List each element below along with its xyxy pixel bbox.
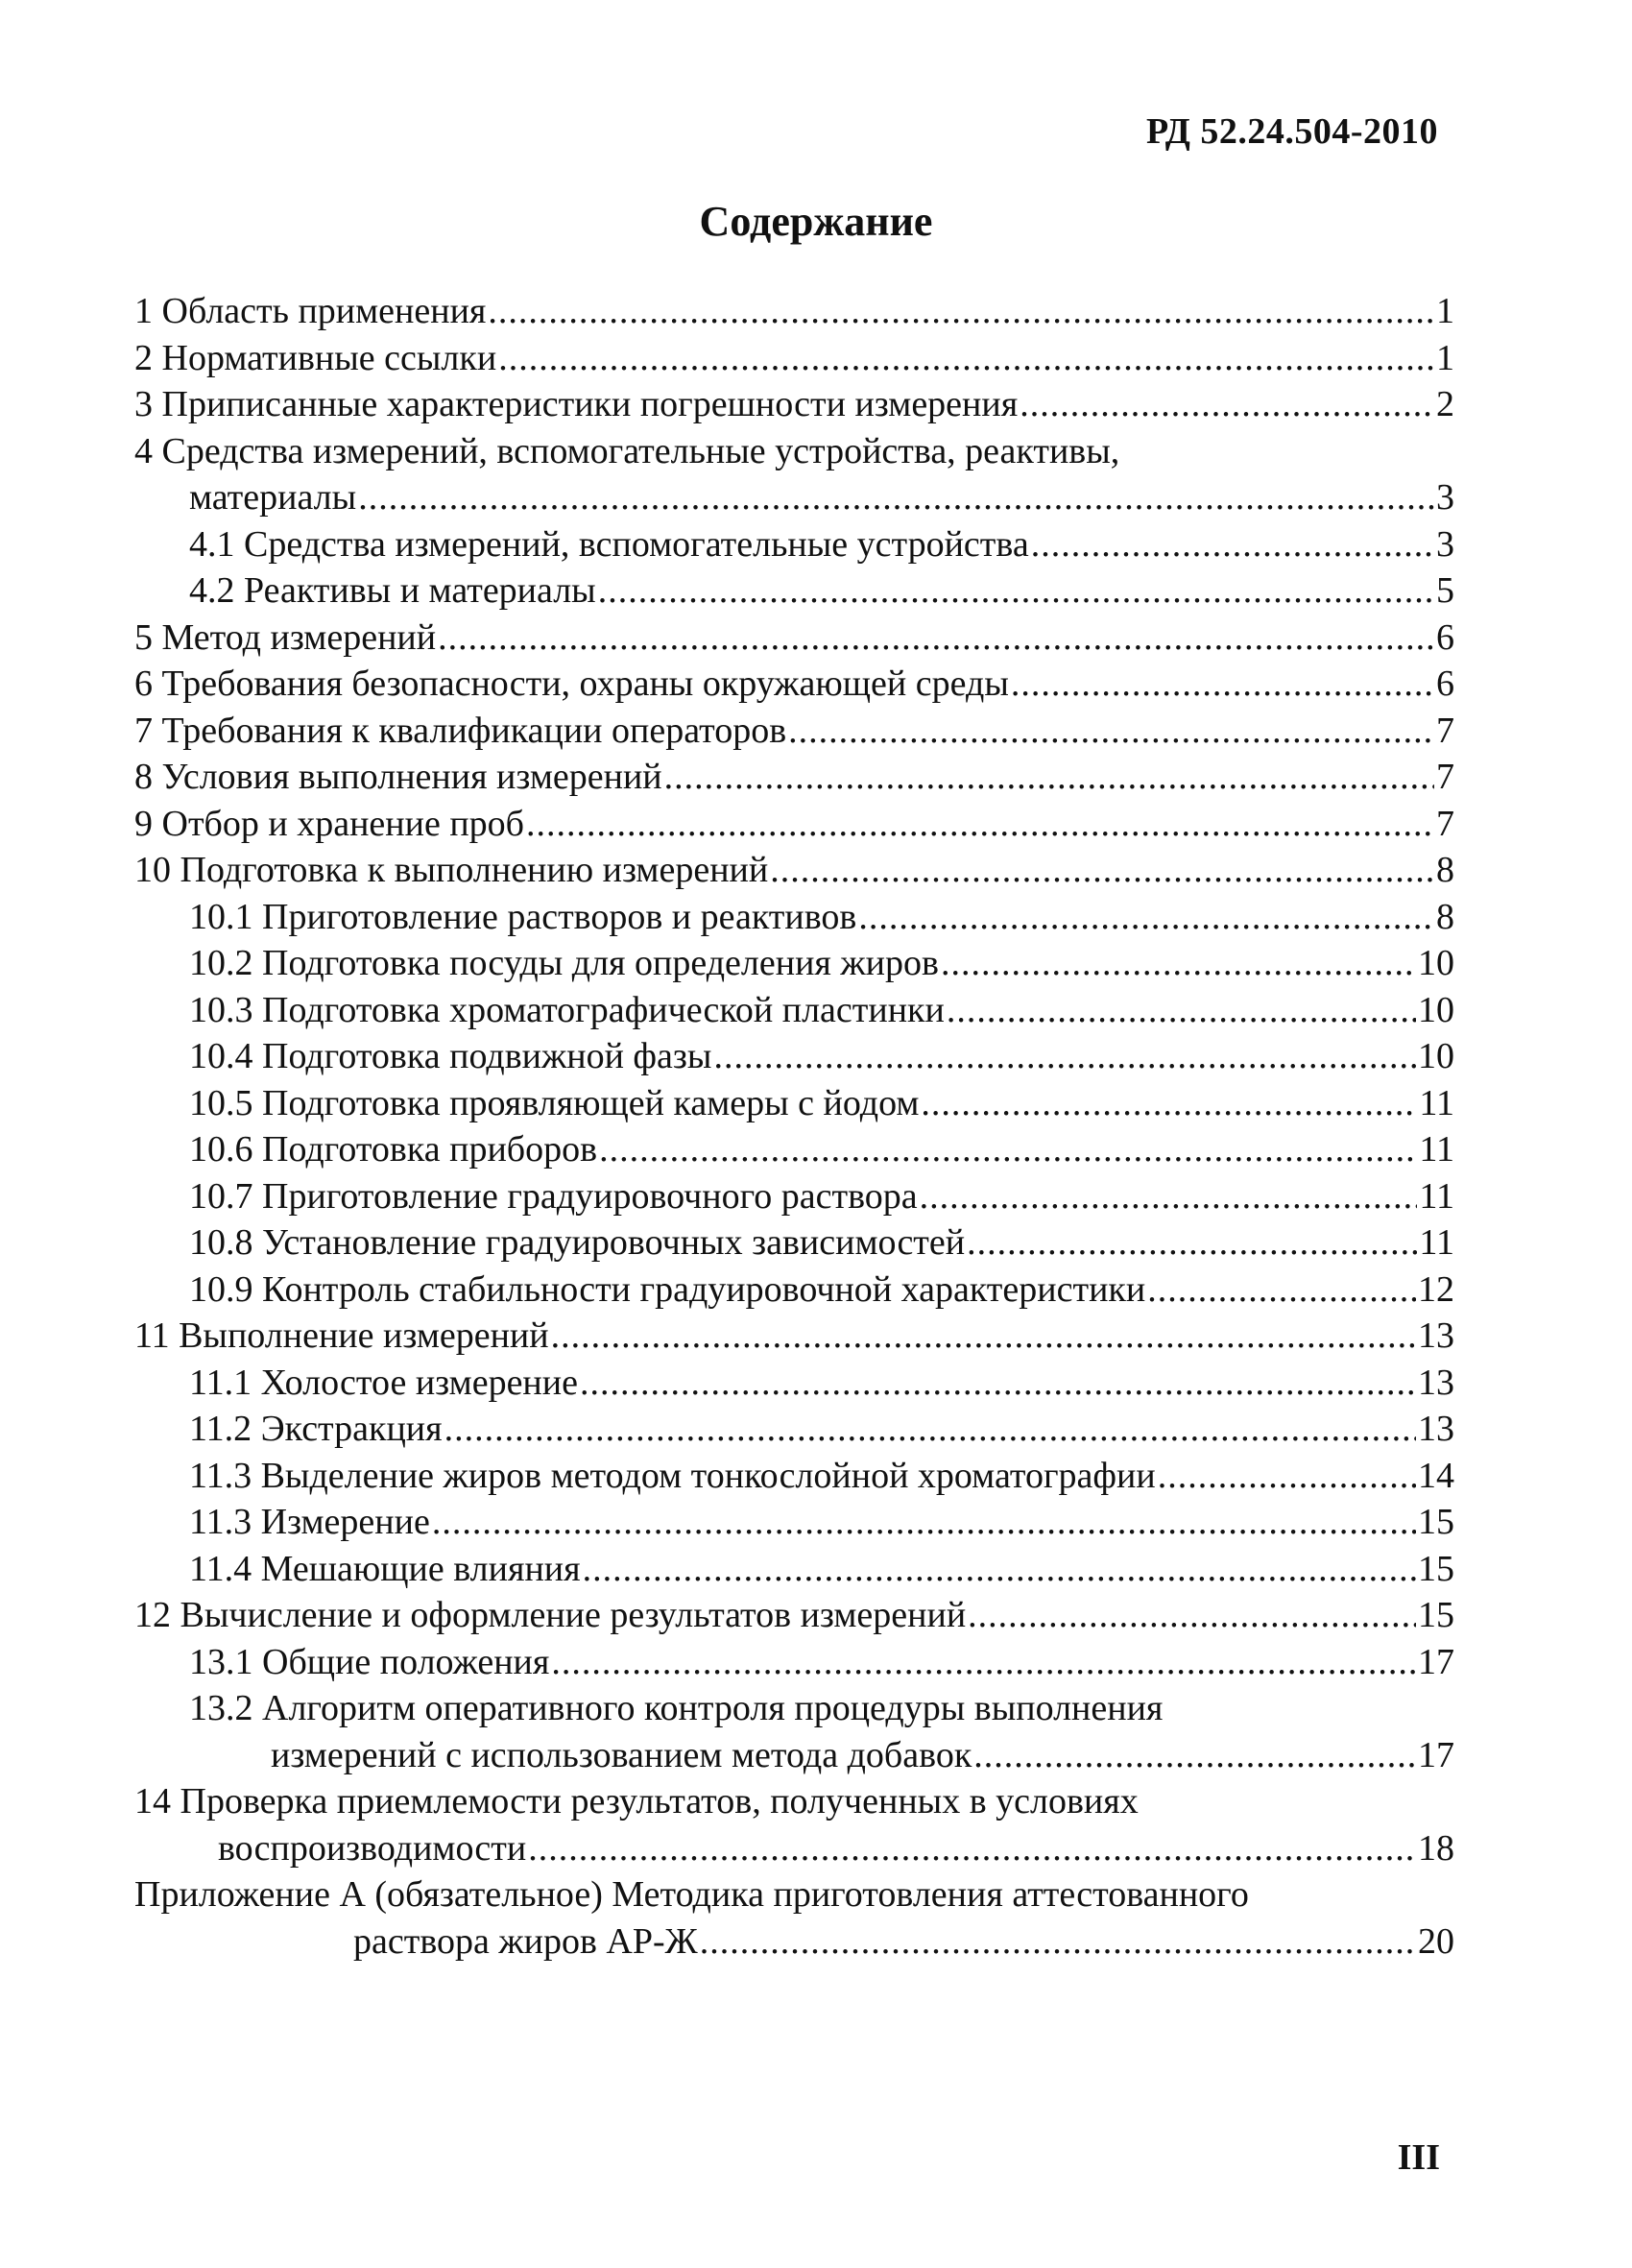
toc-entry-text: 10.5 Подготовка проявляющей камеры с йодом [189, 1082, 920, 1123]
toc-entry-text: 5 Метод измерений [134, 616, 437, 658]
dot-leader [438, 615, 1434, 662]
toc-entry-text: 11 Выполнение измерений [134, 1315, 549, 1356]
toc-entry-text: Приложение А (обязательное) Методика приготовления аттестованного [134, 1874, 1249, 1915]
toc-entry[interactable] [134, 1219, 1454, 1267]
dot-leader [973, 1732, 1416, 1779]
toc-entry[interactable] [134, 940, 1454, 987]
toc-entry-text: 6 Требования безопасности, охраны окружающей среды [134, 664, 1009, 704]
toc-entry-page: 3 [1436, 477, 1454, 518]
toc-entry[interactable] [134, 894, 1454, 941]
toc-entry-page: 15 [1418, 1595, 1454, 1635]
toc-entry-text: 13.1 Общие положения [189, 1641, 550, 1682]
toc-entry[interactable] [134, 1453, 1454, 1500]
dot-leader [920, 1173, 1418, 1220]
toc-entry-page: 11 [1419, 1129, 1454, 1170]
toc-entry[interactable] [134, 335, 1454, 382]
toc-entry-text: 10.6 Подготовка приборов [189, 1129, 598, 1170]
toc-entry-page: 7 [1436, 757, 1454, 797]
toc-entry[interactable] [134, 428, 1454, 521]
dot-leader [664, 754, 1434, 801]
toc-entry-page: 7 [1436, 803, 1454, 844]
dot-leader [1011, 661, 1434, 708]
toc-entry[interactable] [134, 754, 1454, 801]
toc-entry-text: 8 Условия выполнения измерений [134, 757, 662, 797]
toc-entry-text: 9 Отбор и хранение проб [134, 803, 524, 844]
dot-leader [921, 1080, 1417, 1127]
dot-leader [498, 335, 1434, 382]
toc-entry-page: 11 [1419, 1082, 1454, 1123]
toc-entry[interactable] [134, 1080, 1454, 1127]
toc-entry-page: 17 [1418, 1641, 1454, 1682]
toc-entry-text: 10.1 Приготовление растворов и реактивов [189, 896, 857, 937]
dot-leader [967, 1219, 1417, 1267]
toc-entry-page: 13 [1418, 1362, 1454, 1403]
toc-entry-page: 1 [1436, 337, 1454, 378]
toc-entry-text: 4.2 Реактивы и материалы [189, 570, 596, 611]
toc-entry[interactable] [134, 1871, 1454, 1965]
dot-leader [444, 1406, 1416, 1453]
toc-entry[interactable] [134, 1685, 1454, 1778]
dot-leader [947, 987, 1416, 1034]
toc-entry-text: 10.3 Подготовка хроматографической пластинки [189, 989, 945, 1030]
toc-entry[interactable] [134, 1033, 1454, 1080]
dot-leader [526, 801, 1434, 848]
dot-leader [580, 1360, 1416, 1407]
toc-entry-page: 2 [1436, 384, 1454, 424]
dot-leader [598, 567, 1434, 615]
table-of-contents [134, 288, 1454, 1965]
toc-entry-page: 10 [1418, 943, 1454, 983]
dot-leader [432, 1499, 1416, 1546]
dot-leader [583, 1546, 1416, 1593]
toc-entry-text: 11.3 Выделение жиров методом тонкослойной хроматографии [189, 1455, 1156, 1496]
dot-leader [858, 894, 1434, 941]
toc-entry[interactable] [134, 288, 1454, 335]
dot-leader [488, 288, 1434, 335]
toc-entry[interactable] [134, 1406, 1454, 1453]
dot-leader [358, 474, 1434, 521]
toc-entry-text: 4.1 Средства измерений, вспомогательные устройства [189, 523, 1029, 565]
toc-entry[interactable] [134, 987, 1454, 1034]
toc-entry-text: 14 Проверка приемлемости результатов, полученных в условиях [134, 1781, 1139, 1822]
toc-entry-page: 10 [1418, 1036, 1454, 1076]
toc-entry-page: 11 [1419, 1222, 1454, 1263]
toc-entry[interactable] [134, 521, 1454, 568]
toc-entry-page: 20 [1418, 1920, 1454, 1962]
toc-entry-text: 12 Вычисление и оформление результатов измерений [134, 1595, 967, 1635]
dot-leader [1031, 521, 1434, 568]
toc-entry[interactable] [134, 615, 1454, 662]
dot-leader [1147, 1267, 1416, 1314]
toc-entry-text: 11.3 Измерение [189, 1502, 430, 1542]
toc-entry-page: 15 [1418, 1502, 1454, 1542]
toc-entry-text: 13.2 Алгоритм оперативного контроля процедуры выполнения [189, 1688, 1164, 1728]
toc-entry-page: 14 [1418, 1455, 1454, 1496]
toc-entry[interactable] [134, 801, 1454, 848]
dot-leader [700, 1918, 1416, 1966]
toc-entry-text: 10.9 Контроль стабильности градуировочной характеристики [189, 1268, 1146, 1310]
toc-entry-text: 10.2 Подготовка посуды для определения жиров [189, 943, 939, 983]
toc-entry-page: 10 [1418, 989, 1454, 1030]
toc-entry[interactable] [134, 1126, 1454, 1173]
page-number: III [1397, 2137, 1440, 2178]
toc-entry[interactable] [134, 1360, 1454, 1407]
toc-entry[interactable] [134, 1546, 1454, 1593]
toc-entry-text: 3 Приписанные характеристики погрешности измерения [134, 384, 1019, 424]
dot-leader [1158, 1453, 1416, 1500]
toc-entry-page: 15 [1418, 1548, 1454, 1589]
toc-entry-page: 6 [1436, 664, 1454, 704]
toc-entry[interactable] [134, 1267, 1454, 1314]
toc-entry[interactable] [134, 1499, 1454, 1546]
toc-entry-text: 11.1 Холостое измерение [189, 1362, 578, 1403]
dot-leader [599, 1126, 1417, 1173]
toc-entry-continuation: воспроизводимости [218, 1827, 527, 1869]
toc-entry-continuation: измерений с использованием метода добавок [271, 1734, 972, 1775]
toc-entry-page: 17 [1418, 1734, 1454, 1775]
toc-entry[interactable] [134, 381, 1454, 428]
toc-entry-page: 5 [1436, 570, 1454, 611]
toc-entry-page: 13 [1418, 1409, 1454, 1449]
toc-entry-page: 8 [1436, 896, 1454, 937]
toc-entry-continuation: раствора жиров АР-Ж [353, 1920, 698, 1962]
toc-entry-text: 10.8 Установление градуировочных зависимостей [189, 1222, 966, 1263]
toc-entry-text: 10 Подготовка к выполнению измерений [134, 850, 769, 890]
dot-leader [713, 1033, 1416, 1080]
toc-entry-page: 11 [1419, 1175, 1454, 1217]
toc-entry-text: 11.4 Мешающие влияния [189, 1548, 581, 1589]
document-code: РД 52.24.504-2010 [1146, 111, 1438, 152]
dot-leader [941, 940, 1416, 987]
toc-entry[interactable] [134, 708, 1454, 755]
toc-entry-page: 6 [1436, 616, 1454, 658]
page-title: Содержание [699, 198, 933, 245]
toc-entry-page: 18 [1418, 1827, 1454, 1869]
dot-leader [528, 1825, 1416, 1872]
dot-leader [770, 847, 1434, 894]
toc-entry[interactable] [134, 1173, 1454, 1220]
dot-leader [968, 1592, 1416, 1639]
toc-entry-page: 12 [1418, 1268, 1454, 1310]
dot-leader [1020, 381, 1434, 428]
toc-entry[interactable] [134, 847, 1454, 894]
toc-entry-page: 8 [1436, 850, 1454, 890]
dot-leader [788, 708, 1434, 755]
toc-entry-text: 11.2 Экстракция [189, 1409, 443, 1449]
toc-entry[interactable] [134, 1592, 1454, 1639]
toc-entry[interactable] [134, 567, 1454, 615]
dot-leader [551, 1313, 1416, 1360]
toc-entry-text: 2 Нормативные ссылки [134, 337, 497, 378]
toc-entry-text: 1 Область применения [134, 291, 487, 331]
toc-entry-text: 10.7 Приготовление градуировочного раствора [189, 1175, 918, 1217]
toc-entry-continuation: материалы [189, 477, 357, 518]
toc-entry-text: 4 Средства измерений, вспомогательные устройства, реактивы, [134, 430, 1120, 471]
toc-entry[interactable] [134, 1639, 1454, 1686]
dot-leader [551, 1639, 1416, 1686]
toc-entry-page: 7 [1436, 710, 1454, 751]
toc-entry-page: 1 [1436, 291, 1454, 331]
toc-entry[interactable] [134, 1778, 1454, 1871]
toc-entry-page: 13 [1418, 1315, 1454, 1356]
toc-entry[interactable] [134, 661, 1454, 708]
toc-entry-text: 7 Требования к квалификации операторов [134, 710, 787, 751]
toc-entry-text: 10.4 Подготовка подвижной фазы [189, 1036, 712, 1076]
toc-entry[interactable] [134, 1313, 1454, 1360]
toc-entry-page: 3 [1436, 523, 1454, 565]
